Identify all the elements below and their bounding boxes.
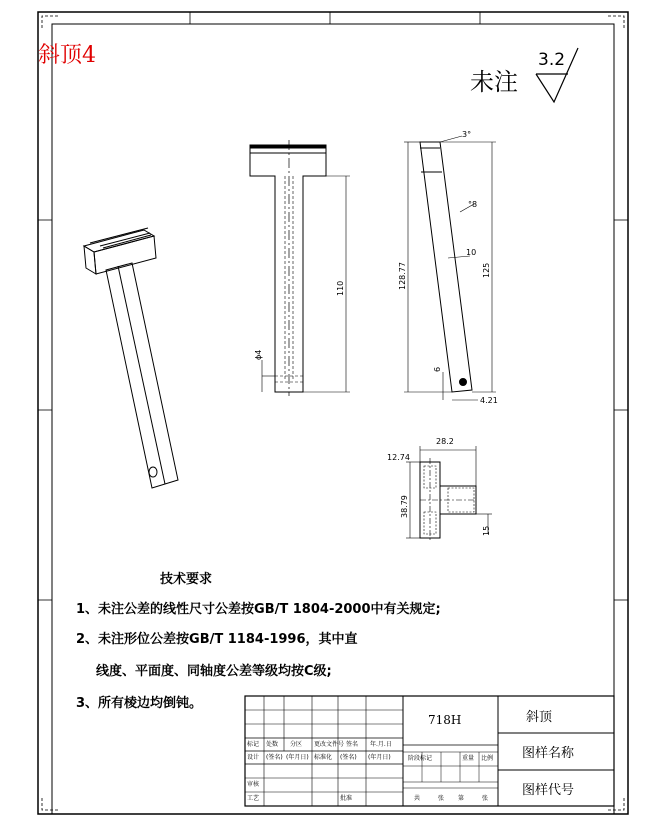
tb-row-label-6: 年.月.日 — [370, 741, 392, 748]
material-label: 718H — [428, 713, 462, 727]
dim-side-height: 125 — [482, 262, 491, 278]
note-line-4: 3、所有棱边均倒钝。 — [76, 696, 203, 711]
part-label: 斜顶4 — [38, 43, 96, 68]
tb-standard-sign: (签名) — [340, 754, 357, 761]
dim-side-thick: 10 — [466, 248, 477, 257]
dim-front-length: 110 — [336, 280, 345, 296]
tb-row-label-3: 分区 — [290, 741, 303, 748]
tb-stage-label: 阶段标记 — [408, 755, 433, 762]
tb-row-label-5: 签名 — [346, 741, 359, 748]
dim-bottom-width: 28.2 — [436, 437, 454, 446]
drawing-name-label: 图样名称 — [522, 746, 575, 761]
corner-marks — [42, 16, 624, 810]
tb-sheet-total-pre: 共 — [414, 795, 421, 802]
dim-bottom-height: 38.79 — [400, 495, 409, 518]
tb-sheet-num-post: 张 — [482, 795, 489, 802]
isometric-view — [84, 228, 178, 488]
tb-sheet-total-post: 张 — [438, 795, 445, 802]
tb-design-sign: (签名) — [266, 754, 283, 761]
tb-standard-label: 标准化 — [314, 754, 333, 761]
dim-bottom-top: 12.74 — [387, 453, 410, 462]
tb-row-label-1: 标记 — [247, 741, 260, 748]
bottom-view — [406, 446, 492, 542]
dim-side-angle: 3° — [462, 130, 472, 139]
roughness-label: 未注 — [470, 68, 518, 96]
note-line-2: 2、未注形位公差按GB/T 1184-1996，其中直 — [76, 632, 358, 647]
tb-design-date: (年月日) — [286, 754, 309, 761]
dim-side-bottom: 6 — [433, 366, 442, 372]
tb-approve-label: 批准 — [340, 795, 353, 802]
tb-standard-date: (年月日) — [368, 754, 391, 761]
tb-row-label-4: 更改文件号 — [314, 741, 345, 748]
front-view — [250, 140, 350, 396]
tb-scale-label: 比例 — [481, 755, 494, 762]
tb-design-label: 设计 — [247, 754, 260, 761]
tb-row-label-2: 处数 — [266, 741, 279, 748]
dim-bottom-step: 15 — [482, 525, 491, 536]
tb-sheet-num-pre: 第 — [458, 795, 465, 802]
tb-process-label: 工艺 — [247, 795, 260, 802]
dim-side-total: 128.77 — [398, 262, 407, 290]
dim-front-dia: ϕ4 — [254, 349, 263, 360]
notes-title: 技术要求 — [160, 572, 213, 587]
roughness-value: 3.2 — [538, 50, 566, 70]
part-name: 斜顶 — [526, 710, 553, 725]
drawing-code-label: 图样代号 — [522, 783, 575, 798]
tb-review-label: 审核 — [247, 781, 260, 788]
note-line-3: 线度、平面度、同轴度公差等级均按C级; — [96, 664, 332, 679]
dim-side-slope: °8 — [468, 200, 478, 209]
note-line-1: 1、未注公差的线性尺寸公差按GB/T 1804-2000中有关规定; — [76, 602, 441, 617]
tb-weight-label: 重量 — [462, 755, 475, 762]
dim-side-offset: 4.21 — [480, 396, 498, 405]
